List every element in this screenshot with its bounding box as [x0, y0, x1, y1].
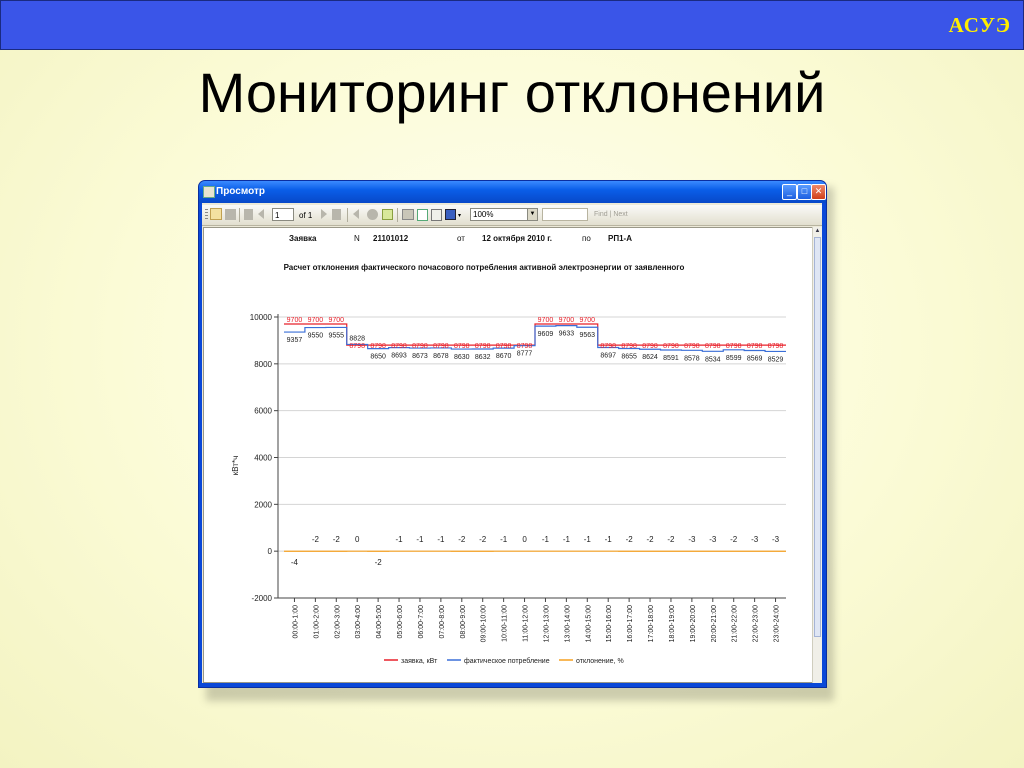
deviation-data-label: -1: [500, 535, 508, 545]
deviation-data-label: -4: [290, 558, 299, 568]
for-label: по: [582, 234, 591, 243]
y-tick-label: -2000: [251, 594, 272, 603]
request-data-label: 8798: [370, 343, 386, 351]
request-data-label: 8798: [684, 343, 700, 351]
actual-data-label: 8655: [621, 353, 637, 361]
report-toolbar: [202, 205, 822, 226]
x-tick-label: 17:00-18:00: [648, 605, 656, 643]
x-tick-label: 22:00-23:00: [752, 605, 760, 643]
export-icon[interactable]: [445, 209, 456, 220]
y-tick-label: 4000: [254, 453, 272, 463]
page-number-input[interactable]: 1: [272, 208, 294, 221]
x-tick-label: 07:00-8:00: [438, 605, 446, 639]
request-data-label: 8798: [746, 343, 763, 351]
y-tick-label: 10000: [249, 313, 272, 322]
request-data-label: 8798: [454, 343, 470, 351]
x-tick-label: 16:00-17:00: [627, 605, 635, 643]
x-tick-label: 23:00-24:00: [773, 605, 781, 643]
deviation-data-label: 0: [354, 535, 360, 545]
chart-title: Расчет отклонения фактического почасового потребления активной электроэнергии от заявленного: [283, 263, 685, 272]
request-data-label: 8798: [767, 343, 784, 351]
request-data-label: 9700: [579, 317, 596, 325]
x-tick-label: 01:00-2:00: [313, 605, 321, 639]
x-tick-label: 14:00-15:00: [585, 605, 593, 643]
slide-title: Мониторинг отклонений: [198, 61, 826, 124]
number-label: N: [354, 234, 360, 243]
actual-data-label: 8529: [767, 356, 784, 364]
request-data-label: 8798: [474, 343, 491, 351]
deviation-data-label: -3: [709, 535, 717, 545]
document-map-icon[interactable]: [210, 208, 222, 220]
deviation-chart: [204, 228, 812, 682]
legend-label: отклонение, %: [576, 658, 624, 665]
request-label: Заявка: [289, 234, 317, 243]
actual-data-label: 9633: [558, 330, 575, 338]
slide-header-bar: [0, 0, 1024, 50]
request-data-label: 9700: [558, 317, 575, 325]
window-client: [202, 203, 822, 683]
deviation-data-label: -2: [625, 535, 633, 545]
zoom-value: 100%: [473, 210, 494, 219]
y-tick-label: 2000: [254, 500, 272, 510]
actual-data-label: 9563: [579, 332, 596, 340]
request-data-label: 8798: [642, 343, 658, 351]
request-number: 21101012: [373, 234, 409, 243]
deviation-data-label: -1: [541, 535, 550, 545]
deviation-data-label: -2: [667, 535, 675, 545]
actual-data-label: 8632: [474, 354, 491, 362]
object-name: РП1-А: [608, 234, 632, 243]
request-data-label: 8798: [412, 343, 428, 351]
find-input[interactable]: [542, 208, 588, 221]
page-setup-icon[interactable]: [431, 209, 442, 221]
actual-data-label: 8650: [370, 353, 386, 361]
deviation-data-label: -3: [771, 535, 780, 545]
actual-data-label: 9609: [537, 331, 554, 339]
request-data-label: 8798: [495, 343, 512, 351]
brand-logo: АСУЭ: [948, 13, 1011, 37]
request-data-label: 9700: [328, 317, 345, 325]
stop-icon[interactable]: [367, 209, 378, 220]
actual-data-label: 8630: [454, 354, 470, 362]
actual-data-label: 8777: [516, 350, 533, 358]
actual-data-label: 8673: [412, 353, 428, 361]
actual-data-label: 8569: [746, 355, 763, 363]
actual-data-label: 9357: [286, 337, 303, 345]
minimize-button[interactable]: _: [782, 184, 797, 200]
vertical-scrollbar[interactable]: [812, 227, 822, 683]
close-button[interactable]: ✕: [811, 184, 826, 200]
x-tick-label: 00:00-1:00: [292, 605, 300, 639]
x-tick-label: 02:00-3:00: [334, 605, 342, 639]
deviation-data-label: -2: [730, 535, 738, 545]
deviation-data-label: 0: [522, 535, 527, 545]
window-titlebar[interactable]: [199, 181, 826, 203]
app-icon: [203, 186, 215, 198]
request-data-label: 9700: [286, 317, 303, 325]
y-tick-label: 8000: [254, 359, 272, 369]
x-tick-label: 18:00-19:00: [668, 605, 676, 643]
actual-data-label: 8534: [705, 356, 721, 364]
report-page: [203, 227, 813, 683]
request-data-label: 8798: [725, 343, 742, 351]
x-tick-label: 10:00-11:00: [501, 605, 509, 642]
request-data-label: 8798: [349, 343, 365, 351]
x-tick-label: 15:00-16:00: [606, 605, 614, 643]
deviation-data-label: -3: [751, 535, 759, 545]
y-axis-label: кВт*ч: [231, 455, 240, 476]
request-data-label: 8798: [391, 343, 407, 351]
zoom-dropdown-icon[interactable]: ▼: [527, 209, 537, 220]
x-tick-label: 09:00-10:00: [480, 605, 488, 643]
maximize-button[interactable]: □: [797, 184, 812, 200]
actual-data-label: 8599: [725, 354, 742, 362]
request-data-label: 8798: [621, 343, 637, 351]
x-tick-label: 06:00-7:00: [417, 605, 425, 639]
x-tick-label: 20:00-21:00: [710, 605, 718, 643]
actual-data-label: 8670: [495, 353, 512, 361]
actual-data-label: 9550: [307, 332, 324, 340]
x-tick-label: 13:00-14:00: [564, 605, 572, 643]
x-tick-label: 12:00-13:00: [543, 605, 551, 643]
request-data-label: 8798: [705, 343, 721, 351]
request-data-label: 8798: [516, 343, 533, 351]
deviation-data-label: -1: [604, 535, 612, 545]
actual-data-label: 8624: [642, 354, 658, 362]
deviation-data-label: -2: [374, 558, 382, 568]
back-icon[interactable]: [353, 209, 359, 219]
actual-data-label: 8697: [600, 352, 616, 360]
deviation-data-label: -2: [458, 535, 466, 545]
request-data-label: 9700: [537, 317, 554, 325]
scroll-thumb[interactable]: [814, 237, 821, 637]
print-icon[interactable]: [402, 209, 414, 220]
legend-label: заявка, кВт: [401, 658, 438, 665]
deviation-data-label: -1: [416, 535, 424, 545]
deviation-data-label: -1: [562, 535, 570, 545]
y-tick-label: 6000: [254, 406, 272, 416]
export-dropdown-icon[interactable]: ▾: [458, 213, 462, 219]
actual-data-label: 8693: [391, 352, 407, 360]
deviation-data-label: -2: [332, 535, 340, 545]
actual-data-label: 9555: [328, 332, 345, 340]
last-page-icon[interactable]: [332, 209, 341, 220]
toolbar-grip[interactable]: [205, 209, 208, 220]
find-next-link[interactable]: Find | Next: [594, 211, 628, 218]
deviation-data-label: -1: [395, 535, 403, 545]
previous-page-icon[interactable]: [258, 209, 264, 219]
window-title: Просмотр: [216, 186, 265, 197]
actual-data-label: 8591: [663, 354, 679, 362]
deviation-data-label: -2: [646, 535, 654, 545]
x-tick-label: 04:00-5:00: [376, 605, 384, 639]
x-tick-label: 19:00-20:00: [689, 605, 697, 643]
deviation-data-label: -2: [311, 535, 319, 545]
x-tick-label: 03:00-4:00: [355, 605, 363, 639]
from-label: от: [457, 234, 465, 243]
deviation-data-label: -1: [437, 535, 445, 545]
deviation-data-label: -3: [688, 535, 696, 545]
first-page-icon[interactable]: [244, 209, 253, 220]
print-layout-icon[interactable]: [417, 209, 428, 221]
request-data-label: 8798: [433, 343, 449, 351]
x-tick-label: 08:00-9:00: [459, 605, 467, 639]
deviation-data-label: -2: [479, 535, 487, 545]
y-tick-label: 0: [267, 547, 272, 557]
request-date: 12 октября 2010 г.: [482, 234, 552, 243]
parent-report-icon[interactable]: [225, 209, 236, 220]
request-data-label: 8798: [600, 343, 616, 351]
next-page-icon[interactable]: [321, 209, 327, 219]
preview-window: [199, 181, 826, 687]
actual-data-label: 8578: [684, 355, 700, 363]
zoom-select[interactable]: [470, 208, 538, 221]
request-data-label: 9700: [307, 317, 324, 325]
deviation-data-label: -1: [583, 535, 591, 545]
x-tick-label: 21:00-22:00: [731, 605, 739, 643]
legend-label: фактическое потребление: [464, 658, 550, 665]
page-count-label: of 1: [299, 211, 313, 220]
scroll-up-icon[interactable]: ▲: [814, 228, 821, 234]
actual-data-label: 8678: [433, 352, 449, 360]
request-data-label: 8798: [663, 343, 679, 351]
x-tick-label: 11:00-12:00: [522, 605, 530, 642]
actual-data-label: 8828: [349, 335, 365, 343]
x-tick-label: 05:00-6:00: [397, 605, 405, 639]
refresh-icon[interactable]: [382, 209, 393, 220]
